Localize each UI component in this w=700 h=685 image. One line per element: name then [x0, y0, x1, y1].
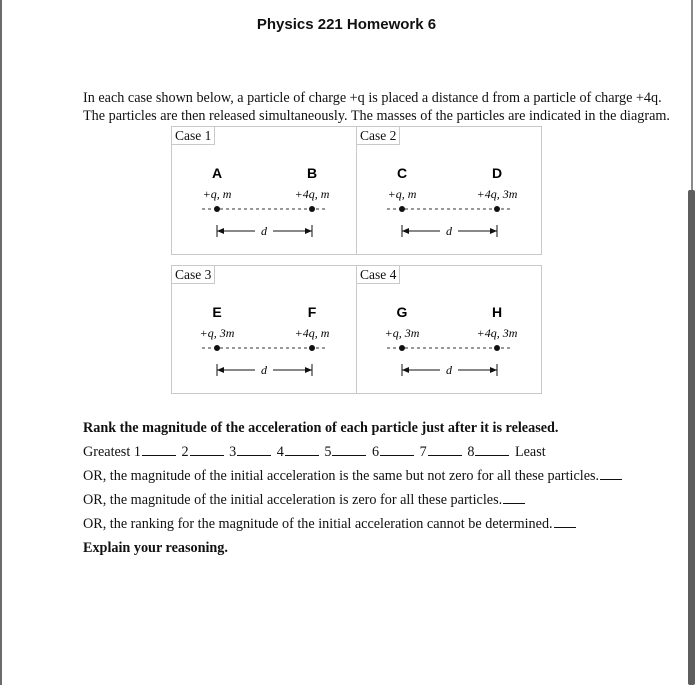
arrowhead-right-icon: [305, 228, 312, 234]
rank-blank-4[interactable]: [285, 441, 319, 456]
arrowhead-left-icon: [402, 367, 409, 373]
arrowhead-left-icon: [217, 228, 224, 234]
particle-dot-left: [399, 206, 405, 212]
case-3-label: Case 3: [172, 266, 215, 284]
particle-c-letter: C: [396, 165, 408, 181]
particle-e-charge-q-label: +q, 3m: [199, 326, 235, 340]
page-left-border: [0, 0, 2, 685]
slot-number: 4: [276, 444, 284, 460]
ranking-prompt: Rank the magnitude of the acceleration of each particle just after it is released.: [83, 420, 559, 436]
ranking-section: [83, 416, 600, 560]
rank-blank-6[interactable]: [380, 441, 414, 456]
slot-number: 8: [467, 444, 475, 460]
case-1-label: Case 1: [172, 127, 215, 145]
rank-blank-8[interactable]: [475, 441, 509, 456]
arrowhead-right-icon: [490, 228, 497, 234]
distance-label: d: [446, 363, 452, 377]
option-same-blank[interactable]: [600, 465, 622, 480]
slot-number: 1: [133, 444, 141, 460]
option-same-row: [83, 464, 600, 488]
arrowhead-right-icon: [305, 367, 312, 373]
greatest-label: Greatest: [83, 444, 131, 460]
arrowhead-right-icon: [490, 367, 497, 373]
case-diagram: [172, 266, 356, 393]
option-zero-text: OR, the magnitude of the initial acceleration is zero for all these particles.: [83, 492, 503, 508]
particle-g-charge-q-label: +q, 3m: [384, 326, 420, 340]
rank-blank-5[interactable]: [332, 441, 366, 456]
distance-label: d: [261, 363, 267, 377]
option-undetermined-row: [83, 512, 583, 536]
scrollbar-thumb[interactable]: [688, 190, 695, 685]
particle-a-letter: A: [211, 165, 223, 181]
case-diagram: [357, 266, 541, 393]
least-label: Least: [514, 444, 546, 460]
particle-dot-left: [214, 206, 220, 212]
page-title: Physics 221 Homework 6: [256, 16, 437, 33]
particle-dot-right: [309, 345, 315, 351]
case-3-box: [171, 265, 357, 394]
rank-blank-2[interactable]: [190, 441, 224, 456]
particle-dot-left: [399, 345, 405, 351]
rank-blank-1[interactable]: [142, 441, 176, 456]
case-4-box: [356, 265, 542, 394]
slot-number: 3: [229, 444, 237, 460]
particle-dot-right: [494, 345, 500, 351]
case-4-label: Case 4: [357, 266, 400, 284]
intro-line-2: The particles are then released simultaneously. The masses of the particles are indicated in the diagram.: [83, 108, 670, 124]
particle-h-charge-4q-label: +4q, 3m: [476, 326, 518, 340]
case-diagram: [357, 127, 541, 254]
slot-number: 7: [419, 444, 427, 460]
particle-e-letter: E: [212, 304, 222, 320]
particle-dot-right: [309, 206, 315, 212]
case-2-label: Case 2: [357, 127, 400, 145]
distance-label: d: [261, 224, 267, 238]
particle-dot-left: [214, 345, 220, 351]
option-undetermined-text: OR, the ranking for the magnitude of the initial acceleration cannot be determined.: [83, 516, 553, 532]
explain-prompt: Explain your reasoning.: [83, 540, 228, 556]
particle-g-letter: G: [396, 304, 408, 320]
rank-blank-7[interactable]: [428, 441, 462, 456]
slot-number: 6: [372, 444, 380, 460]
slot-number: 5: [324, 444, 332, 460]
particle-a-charge-q-label: +q, m: [202, 187, 232, 201]
particle-f-charge-4q-label: +4q, m: [294, 326, 330, 340]
option-zero-row: [83, 488, 583, 512]
intro-line-1: In each case shown below, a particle of charge +q is placed a distance d from a particle of charge +4q.: [83, 90, 662, 106]
arrowhead-left-icon: [402, 228, 409, 234]
particle-b-charge-4q-label: +4q, m: [294, 187, 330, 201]
particle-dot-right: [494, 206, 500, 212]
rank-blank-3[interactable]: [237, 441, 271, 456]
case-diagram: [172, 127, 356, 254]
particle-f-letter: F: [307, 304, 317, 320]
particle-h-letter: H: [491, 304, 503, 320]
particle-d-letter: D: [491, 165, 503, 181]
particle-b-letter: B: [306, 165, 318, 181]
slot-number: 2: [181, 444, 189, 460]
option-undetermined-blank[interactable]: [554, 513, 576, 528]
distance-label: d: [446, 224, 452, 238]
case-1-box: [171, 126, 357, 255]
option-zero-blank[interactable]: [503, 489, 525, 504]
particle-d-charge-4q-label: +4q, 3m: [476, 187, 518, 201]
ranking-slots-row: [83, 440, 583, 464]
option-same-text: OR, the magnitude of the initial acceleration is the same but not zero for all these particles.: [83, 468, 600, 484]
problem-intro: [83, 89, 683, 125]
particle-c-charge-q-label: +q, m: [387, 187, 417, 201]
arrowhead-left-icon: [217, 367, 224, 373]
case-2-box: [356, 126, 542, 255]
